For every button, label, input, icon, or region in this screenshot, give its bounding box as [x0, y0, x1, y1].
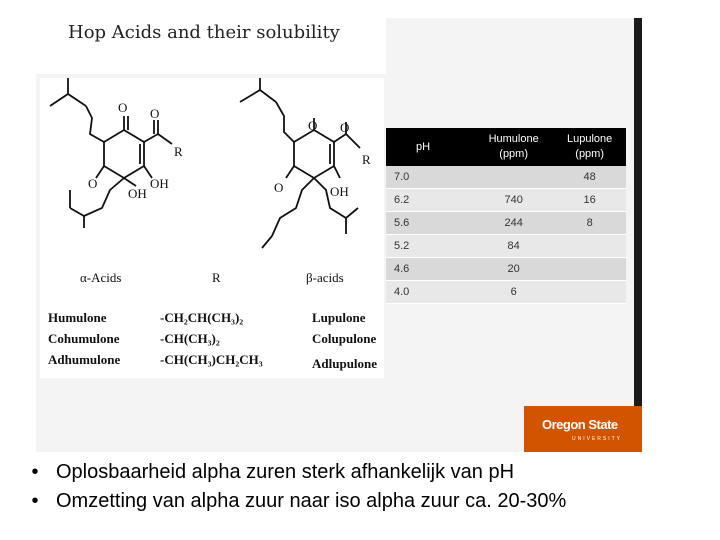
oxygen-label: O [340, 120, 350, 135]
humulone-cell: 6 [474, 281, 553, 304]
ph-cell: 5.6 [386, 212, 474, 235]
column-header: Humulone (ppm) [474, 128, 553, 166]
humulone-cell: 244 [474, 212, 553, 235]
table-row [386, 258, 626, 281]
hop-acid-structures-diagram [40, 78, 384, 378]
alpha-acid-name: Humulone [48, 310, 107, 325]
bullet-list [26, 458, 706, 516]
humulone-cell: 20 [474, 258, 553, 281]
beta-acid-name: Colupulone [312, 331, 377, 346]
bullet-text: Oplosbaarheid alpha zuren sterk afhankelijk van pH [56, 461, 515, 483]
column-header: pH [386, 128, 474, 166]
column-header: Lupulone (ppm) [553, 128, 626, 166]
oxygen-label: O [274, 180, 284, 195]
hydroxyl-label: OH [128, 186, 147, 201]
humulone-cell: 84 [474, 235, 553, 258]
lupulone-cell: 16 [553, 189, 626, 212]
ph-cell: 7.0 [386, 166, 474, 189]
lupulone-cell: 8 [553, 212, 626, 235]
logo-name: Oregon State [542, 417, 618, 432]
r-header-label: R [212, 270, 221, 285]
oxygen-label: O [150, 106, 160, 121]
alpha-acids-label: α-Acids [80, 270, 122, 285]
slide-title: Hop Acids and their solubility [68, 22, 340, 43]
r-group-formula: -CH(CH₃)CH₂CH₃ [160, 352, 263, 367]
oxygen-label: O [308, 118, 318, 133]
bullet-item [26, 487, 706, 516]
ph-cell: 5.2 [386, 235, 474, 258]
alpha-acid-name: Adhumulone [48, 352, 121, 367]
ph-cell: 4.0 [386, 281, 474, 304]
table-row [386, 166, 626, 189]
oxygen-label: O [118, 100, 128, 115]
alpha-acid-structure [50, 78, 172, 228]
hydroxyl-label: OH [150, 176, 169, 191]
r-group-formula: -CH(CH₃)₂ [160, 331, 220, 346]
beta-acids-label: β-acids [306, 270, 344, 285]
beta-acid-name: Lupulone [312, 310, 366, 325]
beta-acid-name: Adlupulone [312, 356, 378, 371]
table-row [386, 189, 626, 212]
alpha-acid-name: Cohumulone [48, 331, 120, 346]
humulone-cell [474, 166, 553, 189]
beta-acid-structure [240, 78, 360, 248]
oxygen-label: O [88, 176, 98, 191]
r-group-label: R [362, 152, 371, 167]
ph-cell: 6.2 [386, 189, 474, 212]
r-group-label: R [174, 144, 183, 159]
table-header-row [386, 128, 626, 166]
lupulone-cell [553, 281, 626, 304]
lupulone-cell [553, 258, 626, 281]
lupulone-cell: 48 [553, 166, 626, 189]
right-border [634, 18, 642, 452]
r-group-formula: -CH₂CH(CH₃)₂ [160, 310, 244, 325]
ph-cell: 4.6 [386, 258, 474, 281]
lupulone-cell [553, 235, 626, 258]
table-row [386, 235, 626, 258]
humulone-cell: 740 [474, 189, 553, 212]
hydroxyl-label: OH [330, 184, 349, 199]
bullet-dot-icon: • [26, 490, 39, 512]
table-row [386, 212, 626, 235]
oregon-state-logo [524, 406, 642, 452]
bullet-text: Omzetting van alpha zuur naar iso alpha zuur ca. 20-30% [56, 490, 567, 512]
bullet-item [26, 458, 706, 487]
bullet-dot-icon: • [26, 461, 39, 483]
table-row [386, 281, 626, 304]
logo-subtitle: UNIVERSITY [572, 436, 623, 442]
solubility-table [386, 128, 626, 304]
